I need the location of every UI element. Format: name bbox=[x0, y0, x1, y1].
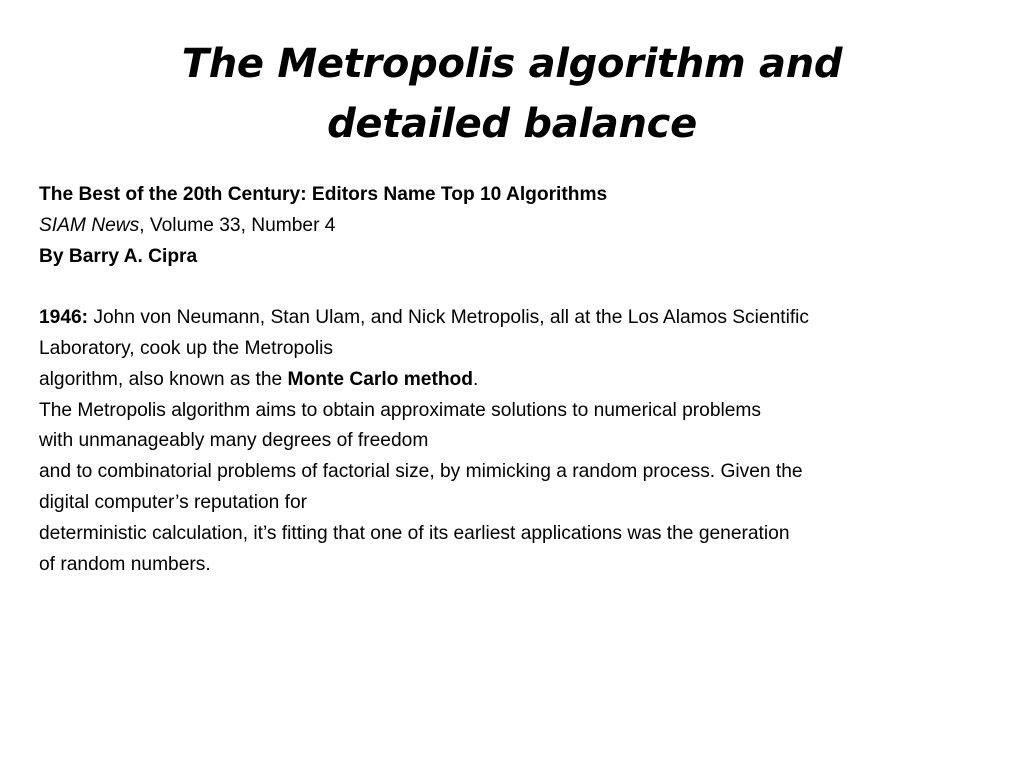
monte-carlo-term: Monte Carlo method bbox=[287, 368, 473, 390]
paragraph-line-8: deterministic calculation, it’s fitting that one of its earliest applications was the generation bbox=[39, 522, 790, 544]
year-label: 1946: bbox=[39, 307, 89, 329]
paragraph-line-5: with unmanageably many degrees of freedom bbox=[39, 430, 429, 452]
article-title: The Best of the 20th Century: Editors Name Top 10 Algorithms bbox=[39, 184, 608, 205]
journal-name: SIAM News bbox=[39, 214, 140, 236]
byline: By Barry A. Cipra bbox=[39, 245, 198, 267]
paragraph-line-9: of random numbers. bbox=[39, 553, 211, 575]
paragraph-line-3-end: . bbox=[473, 368, 479, 390]
publication-line bbox=[39, 211, 989, 242]
slide-title bbox=[60, 34, 964, 154]
paragraph-line-6: and to combinatorial problems of factorial size, by mimicking a random process. Given the bbox=[39, 461, 803, 483]
paragraph-line-4: The Metropolis algorithm aims to obtain approximate solutions to numerical problems bbox=[39, 399, 761, 421]
paragraph-line-1 bbox=[39, 303, 989, 334]
slide-title-line-2: detailed balance bbox=[327, 101, 697, 147]
paragraph-line-2: Laboratory, cook up the Metropolis bbox=[39, 337, 334, 359]
paragraph-line-7: digital computer’s reputation for bbox=[39, 491, 308, 513]
paragraph-line-3 bbox=[39, 365, 989, 396]
volume-info: , Volume 33, Number 4 bbox=[139, 214, 336, 236]
slide-body bbox=[39, 180, 989, 580]
slide-title-line-1: The Metropolis algorithm and bbox=[181, 41, 843, 87]
blank-line bbox=[39, 272, 989, 303]
paragraph-line-3-start: algorithm, also known as the bbox=[39, 368, 288, 390]
paragraph-line-1-text: John von Neumann, Stan Ulam, and Nick Metropolis, all at the Los Alamos Scientific bbox=[88, 307, 810, 329]
